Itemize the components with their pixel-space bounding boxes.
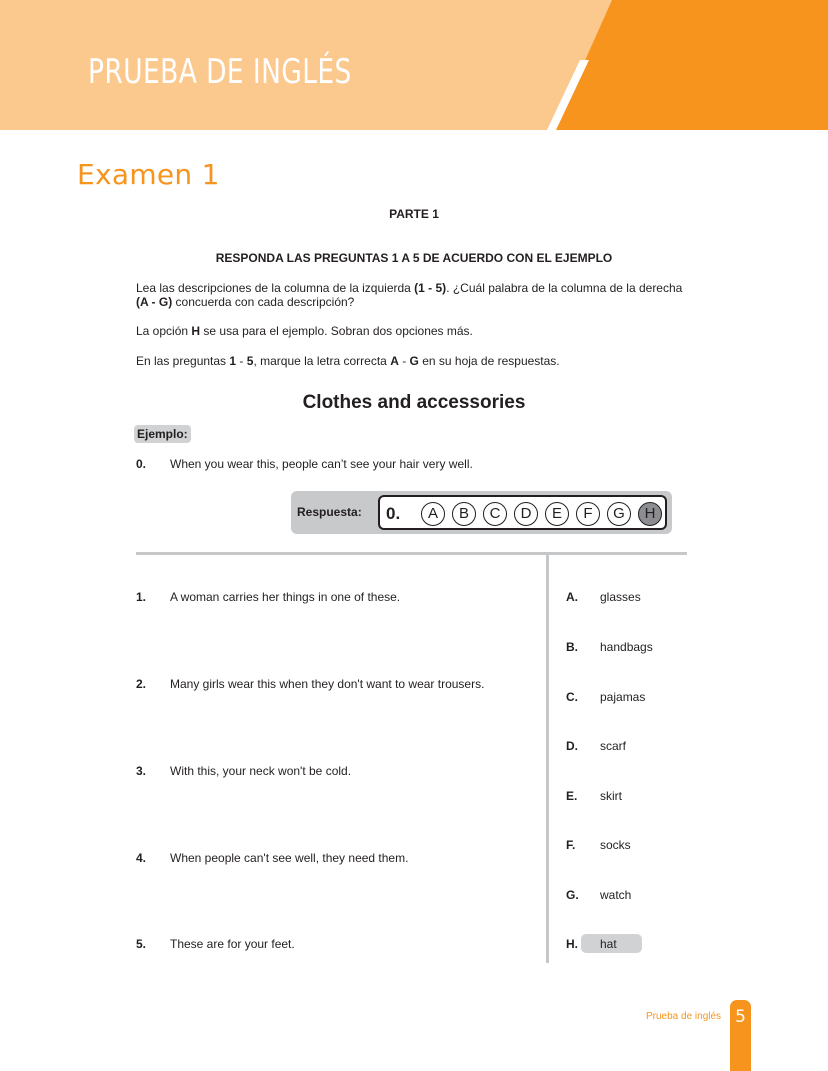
exam-title: Examen 1 bbox=[77, 158, 220, 191]
option-word: skirt bbox=[600, 789, 622, 803]
question-text: These are for your feet. bbox=[170, 937, 295, 951]
question-text: When people can't see well, they need them. bbox=[170, 851, 409, 865]
page-header bbox=[0, 0, 828, 130]
option-letter: D. bbox=[566, 739, 578, 753]
option-letter: F. bbox=[566, 838, 576, 852]
bubble-c: C bbox=[483, 502, 507, 526]
answer-label: Respuesta: bbox=[297, 505, 362, 519]
bubble-a: A bbox=[421, 502, 445, 526]
option-word: hat bbox=[600, 937, 617, 951]
option-word: watch bbox=[600, 888, 632, 902]
option-letter: G. bbox=[566, 888, 579, 902]
bubble-d: D bbox=[514, 502, 538, 526]
section-title: Clothes and accessories bbox=[302, 392, 526, 413]
question-text: Many girls wear this when they don't want to wear trousers. bbox=[170, 677, 485, 691]
example-answer-box bbox=[291, 491, 672, 534]
question-number: 1. bbox=[136, 590, 147, 604]
option-letter: B. bbox=[566, 640, 578, 654]
page-number: 5 bbox=[735, 1007, 746, 1027]
answer-bubble-row bbox=[378, 495, 667, 530]
instruction-paragraph-2: La opción H se usa para el ejemplo. Sobran dos opciones más. bbox=[136, 324, 473, 338]
question-number: 5. bbox=[136, 937, 147, 951]
bubble-h-selected: H bbox=[638, 502, 662, 526]
footer-text: Prueba de inglés bbox=[646, 1011, 722, 1022]
example-number: 0. bbox=[136, 457, 147, 471]
instructions-heading: RESPONDA LAS PREGUNTAS 1 A 5 DE ACUERDO CON EL EJEMPLO bbox=[215, 251, 613, 265]
option-letter: A. bbox=[566, 590, 578, 604]
option-word: glasses bbox=[600, 590, 641, 604]
option-word: pajamas bbox=[600, 690, 646, 704]
bubble-g: G bbox=[607, 502, 631, 526]
header-title: PRUEBA DE INGLÉS bbox=[88, 52, 352, 92]
bubble-f: F bbox=[576, 502, 600, 526]
example-badge: Ejemplo: bbox=[134, 425, 191, 443]
example-text: When you wear this, people can’t see your hair very well. bbox=[170, 457, 473, 471]
instruction-paragraph-3: En las preguntas 1 - 5, marque la letra correcta A - G en su hoja de respuestas. bbox=[136, 354, 560, 368]
option-word: socks bbox=[600, 838, 631, 852]
question-number: 3. bbox=[136, 764, 147, 778]
table-top-divider bbox=[136, 552, 687, 555]
column-divider bbox=[546, 555, 549, 963]
bubble-e: E bbox=[545, 502, 569, 526]
question-text: A woman carries her things in one of these. bbox=[170, 590, 401, 604]
option-word: handbags bbox=[600, 640, 653, 654]
question-number: 2. bbox=[136, 677, 147, 691]
option-word: scarf bbox=[600, 739, 627, 753]
option-letter: H. bbox=[566, 937, 578, 951]
answer-number: 0. bbox=[386, 504, 401, 523]
question-number: 4. bbox=[136, 851, 147, 865]
option-letter: E. bbox=[566, 789, 578, 803]
question-text: With this, your neck won't be cold. bbox=[170, 764, 352, 778]
bubble-b: B bbox=[452, 502, 476, 526]
page-number-tab bbox=[730, 1000, 751, 1071]
option-letter: C. bbox=[566, 690, 578, 704]
part-label: PARTE 1 bbox=[389, 207, 439, 221]
instruction-paragraph-1: Lea las descripciones de la columna de la izquierda (1 - 5). ¿Cuál palabra de la columna de la derecha (A - G) concuerda con cada descripción? bbox=[136, 281, 683, 309]
